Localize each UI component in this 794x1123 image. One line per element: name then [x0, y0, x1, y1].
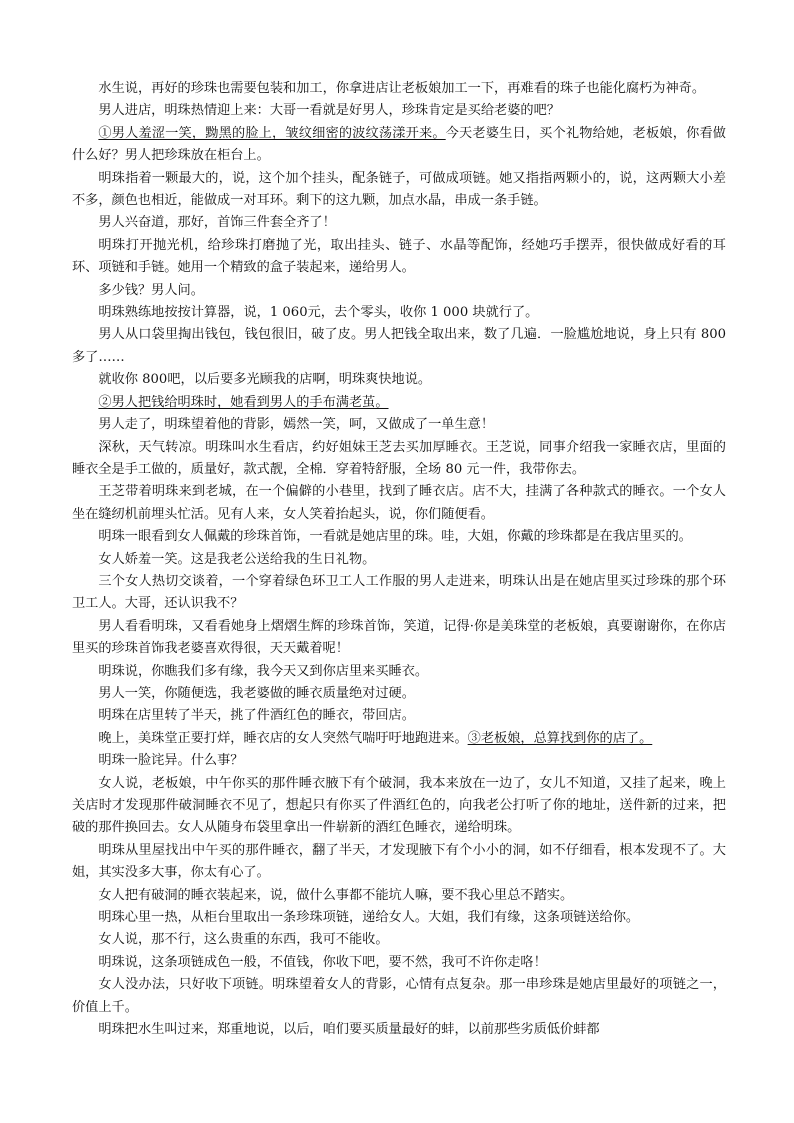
paragraph: [72, 705, 726, 727]
paragraph-text: 女人娇羞一笑。这是我老公送给我的生日礼物。: [98, 551, 376, 567]
paragraph-text: 男人走了，明珠望着他的背影，嫣然一笑，呵，又做成了一单生意！: [98, 417, 495, 433]
paragraph-text: 明珠心里一热，从柜台里取出一条珍珠项链，递给女人。大姐，我们有缘，这条项链送给你。: [98, 910, 640, 926]
document-body: [72, 78, 726, 1041]
underlined-sentence: ②男人把钱给明珠时，她看到男人的手布满老茧。: [98, 394, 389, 410]
paragraph: [72, 235, 726, 280]
paragraph: [72, 437, 726, 482]
paragraph: [72, 952, 726, 974]
paragraph: [72, 750, 726, 772]
paragraph-text: 女人没办法，只好收下项链。明珠望着女人的背影，心情有点复杂。那一串珍珠是她店里最好的项链之一，价值上千。: [72, 977, 726, 1015]
paragraph-text: 就收你 800吧，以后要多光顾我的店啊，明珠爽快地说。: [98, 372, 432, 388]
paragraph-text: 深秋，天气转凉。明珠叫水生看店，约好姐妹王芝去买加厚睡衣。王芝说，同事介绍我一家睡衣店，里面的睡衣全是手工做的，质量好，款式靓，全棉．穿着特舒服，全场 80 元一件，我带你去。: [72, 439, 726, 477]
paragraph: [72, 369, 726, 391]
paragraph-text: 明珠从里屋找出中午买的那件睡衣，翻了半天，才发现腋下有个小小的洞，如不仔细看，根本发现不了。大姐，其实没多大事，你太有心了。: [72, 842, 726, 881]
paragraph: [72, 728, 726, 750]
paragraph-text: 男人兴奋道，那好，首饰三件套全齐了！: [98, 215, 336, 231]
paragraph-text: 女人把有破洞的睡衣装起来，说，做什么事都不能坑人嘛，要不我心里总不踏实。: [98, 887, 574, 903]
paragraph-text: 今天老婆生日，买个礼物给她，老板娘，你看做什么好？男人把珍珠放在柜台上。: [72, 125, 726, 164]
paragraph-text: 女人说，老板娘，中午你买的那件睡衣腋下有个破洞，我本来放在一边了，女儿不知道，又挂了起来，晚上关店时才发现那件破洞睡衣不见了，想起只有你买了件酒红色的，向我老公打听了你的地址，送件新的过来，把破的那件换回去。女人从随身布袋里拿出一件崭新的酒红色睡衣，递给明珠。: [72, 775, 726, 836]
paragraph: [72, 526, 726, 548]
paragraph: [72, 212, 726, 234]
paragraph-text: 水生说，再好的珍珠也需要包装和加工，你拿进店让老板娘加工一下，再难看的珠子也能化腐朽为神奇。: [98, 81, 706, 96]
paragraph-text: 明珠一眼看到女人佩戴的珍珠首饰，一看就是她店里的珠。哇，大姐，你戴的珍珠都是在我店里买的。: [98, 529, 692, 545]
paragraph-text: 明珠指着一颗最大的，说，这个加个挂头，配条链子，可做成项链。她又指指两颗小的，说，这两颗大小差不多，颜色也相近，能做成一对耳环。剩下的这九颗，加点水晶，串成一条手链。: [72, 170, 726, 209]
paragraph: [72, 481, 726, 526]
underlined-sentence: ③老板娘，总算找到你的店了。: [467, 730, 653, 746]
paragraph: [72, 616, 726, 661]
paragraph-text: 明珠打开抛光机，给珍珠打磨抛了光，取出挂头、链子、水晶等配饰，经她巧手摆弄，很快做成好看的耳环、项链和手链。她用一个精致的盒子装起来，递给男人。: [72, 237, 726, 276]
paragraph: [72, 661, 726, 683]
paragraph: [72, 324, 726, 369]
paragraph: [72, 571, 726, 616]
paragraph: [72, 1019, 726, 1041]
paragraph: [72, 974, 726, 1019]
paragraph-text: 晚上，美珠堂正要打烊，睡衣店的女人突然气喘吁吁地跑进来。: [98, 730, 468, 746]
paragraph: [72, 78, 726, 100]
paragraph-text: 男人看看明珠，又看看她身上熠熠生辉的珍珠首饰，笑道，记得·你是美珠堂的老板娘，真要谢谢你，在你店里买的珍珠首饰我老婆喜欢得很，天天戴着呢！: [72, 618, 726, 657]
paragraph-text: 明珠在店里转了半天，挑了件酒红色的睡衣，带回店。: [98, 708, 415, 724]
paragraph-text: 明珠把水生叫过来，郑重地说，以后，咱们要买质量最好的蚌，以前那些劣质低价蚌都: [98, 1022, 600, 1038]
paragraph: [72, 168, 726, 213]
paragraph-text: 男人从口袋里掏出钱包，钱包很旧，破了皮。男人把钱全取出来，数了几遍．一脸尴尬地说，身上只有 800多了……: [72, 327, 726, 365]
paragraph-text: 女人说，那不行，这么贵重的东西，我可不能收。: [98, 932, 389, 948]
paragraph: [72, 280, 726, 302]
paragraph: [72, 549, 726, 571]
paragraph: [72, 907, 726, 929]
paragraph-text: 明珠一脸诧异。什么事？: [98, 753, 244, 769]
paragraph-text: 明珠说，这条项链成色一般，不值钱，你收下吧，要不然，我可不许你走咯！: [98, 954, 547, 970]
paragraph-text: 男人一笑，你随便选，我老婆做的睡衣质量绝对过硬。: [98, 685, 415, 701]
paragraph: [72, 885, 726, 907]
underlined-sentence: ①男人羞涩一笑，黝黑的脸上，皱纹细密的波纹荡漾开来。: [98, 125, 446, 141]
paragraph: [72, 414, 726, 436]
paragraph: [72, 929, 726, 951]
paragraph: [72, 100, 726, 122]
paragraph-text: 王芝带着明珠来到老城，在一个偏僻的小巷里，找到了睡衣店。店不大，挂满了各种款式的睡衣。一个女人坐在缝纫机前埋头忙活。见有人来，女人笑着抬起头，说，你们随便看。: [72, 484, 726, 522]
paragraph: [72, 683, 726, 705]
paragraph: [72, 773, 726, 840]
paragraph-text: 多少钱？男人问。: [98, 282, 204, 298]
paragraph: [72, 302, 726, 324]
paragraph-text: 三个女人热切交谈着，一个穿着绿色环卫工人工作服的男人走进来，明珠认出是在她店里买过珍珠的那个环卫工人。大哥，还认识我不？: [72, 573, 726, 612]
paragraph: [72, 840, 726, 885]
paragraph: [72, 392, 726, 414]
paragraph-text: 明珠熟练地按按计算器，说，1 060元，去个零头，收你 1 000 块就行了。: [98, 305, 539, 321]
paragraph: [72, 123, 726, 168]
paragraph-text: 男人进店，明珠热情迎上来：大哥一看就是好男人，珍珠肯定是买给老婆的吧？: [98, 103, 560, 119]
paragraph-text: 明珠说，你瞧我们多有缘，我今天又到你店里来买睡衣。: [98, 663, 429, 679]
